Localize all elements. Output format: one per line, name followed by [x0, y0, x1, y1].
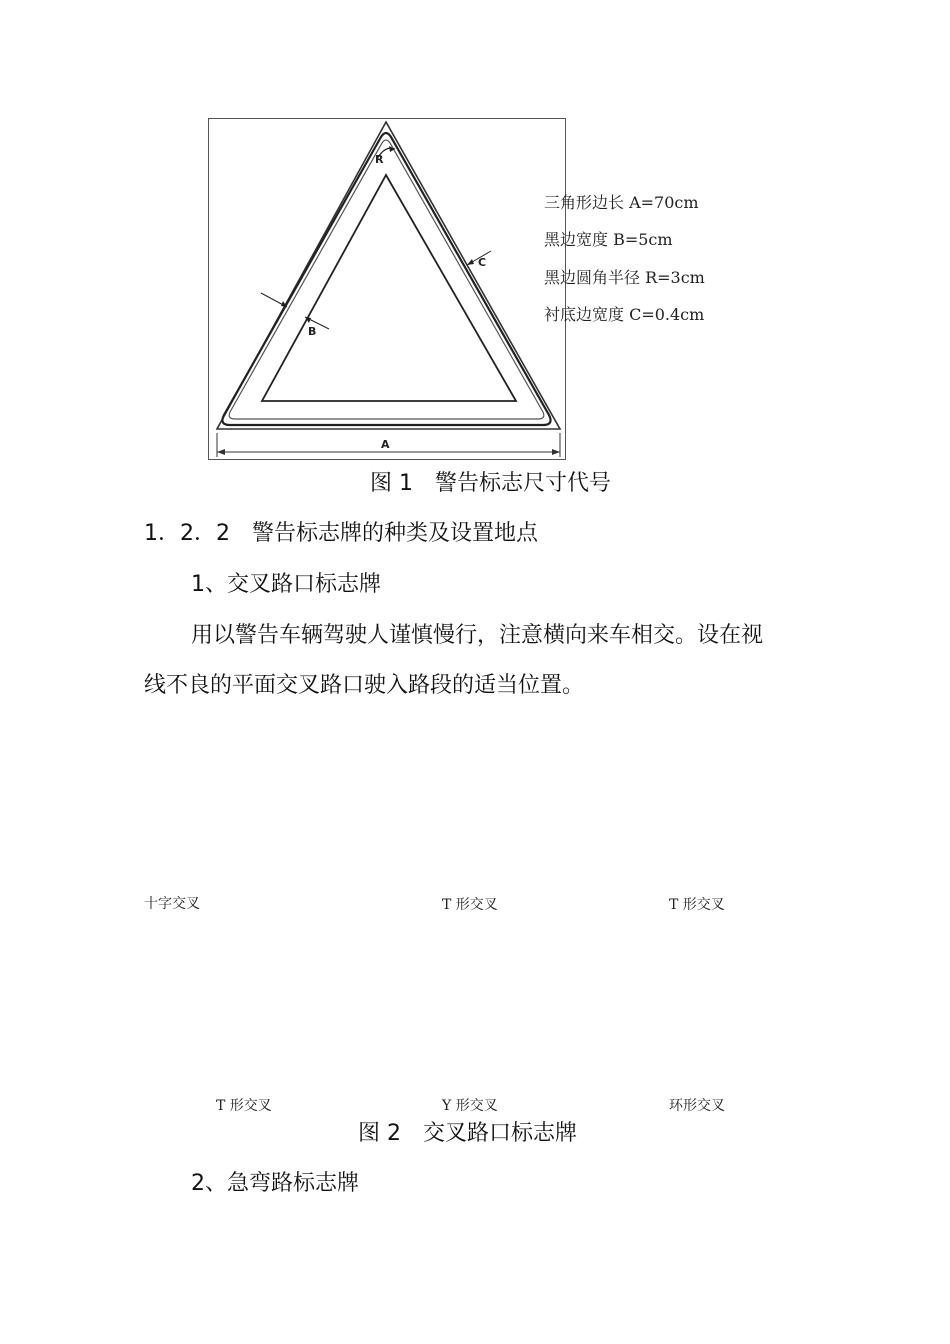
label-b: B — [308, 325, 317, 338]
sign-label-t-junction-2: T 形交叉 — [669, 897, 725, 913]
sign-label-crossroad: 十字交叉 — [144, 896, 200, 912]
warning-sign-dimension-diagram — [208, 118, 566, 460]
sign-label-y-junction: Y 形交叉 — [442, 1098, 498, 1114]
label-c: C — [478, 256, 487, 269]
item1-paragraph-line1: 用以警告车辆驾驶人谨慎慢行，注意横向来车相交。设在视 — [191, 623, 764, 648]
spec-border-width: 黑边宽度 B=5cm — [544, 230, 673, 249]
spec-side-length: 三角形边长 A=70cm — [544, 193, 699, 212]
spec-backing-width: 衬底边宽度 C=0.4cm — [544, 305, 705, 324]
outer-triangle — [217, 122, 560, 429]
label-r: R — [375, 153, 384, 166]
item1-paragraph-line2: 线不良的平面交叉路口驶入路段的适当位置。 — [144, 673, 585, 698]
a-arrowhead-right — [552, 449, 560, 455]
figure1-caption: 图 1 警告标志尺寸代号 — [370, 471, 611, 496]
triangle-sign-drawing — [209, 119, 567, 461]
c-arrowhead — [467, 259, 474, 265]
item2-title: 2、急弯路标志牌 — [191, 1171, 359, 1196]
black-border-inner — [229, 140, 544, 419]
spec-corner-radius: 黑边圆角半径 R=3cm — [544, 268, 705, 287]
sign-label-t-junction-3: T 形交叉 — [216, 1098, 272, 1114]
item1-title: 1、交叉路口标志牌 — [191, 572, 381, 597]
sign-label-roundabout: 环形交叉 — [669, 1098, 725, 1114]
a-arrowhead-left — [217, 449, 225, 455]
figure2-caption: 图 2 交叉路口标志牌 — [358, 1121, 577, 1146]
section-heading: 1．2．2 警告标志牌的种类及设置地点 — [144, 521, 538, 546]
label-a: A — [381, 438, 390, 451]
sign-label-t-junction-1: T 形交叉 — [442, 897, 498, 913]
